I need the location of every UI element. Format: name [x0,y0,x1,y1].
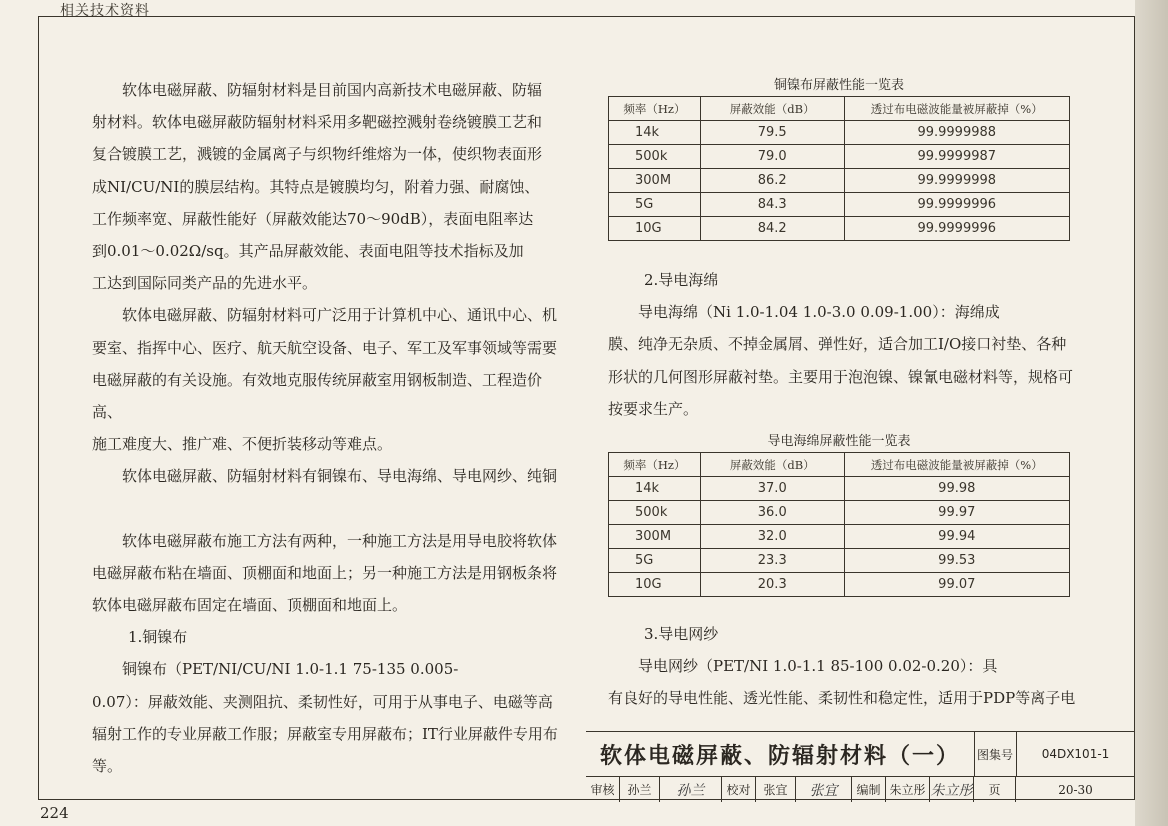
page-number: 224 [40,804,69,822]
section-heading-conductive-sponge: 2.导电海绵 [644,271,719,289]
title-block [586,731,1135,801]
section-heading-copper-nickel: 1.铜镍布 [128,628,188,647]
left-column [92,74,562,782]
cell-frequency: 14k [609,477,701,501]
header-shielded-percent: 透过布电磁波能量被屏蔽掉（%） [844,97,1069,121]
table-row [609,525,1070,549]
table-header-row [609,97,1070,121]
header-tab: 相关技术资料 [60,3,150,19]
table-row [609,501,1070,525]
cell-frequency: 300M [609,525,701,549]
cell-shielded: 99.98 [844,477,1069,501]
table-row [609,573,1070,597]
header-shielded-percent: 透过布电磁波能量被屏蔽掉（%） [844,453,1069,477]
signature-row [586,776,1135,802]
section-heading-conductive-mesh: 3.导电网纱 [644,625,719,643]
cell-effectiveness: 20.3 [700,573,844,597]
header-frequency: 频率（Hz） [609,453,701,477]
table-row [609,169,1070,193]
table1-copper-nickel [608,96,1070,241]
cell-frequency: 300M [609,169,701,193]
right-column-lower [608,618,1078,715]
header-effectiveness: 屏蔽效能（dB） [700,453,844,477]
check-signature: 张宜 [796,777,852,802]
cell-frequency: 5G [609,193,701,217]
cell-effectiveness: 84.2 [700,217,844,241]
cell-shielded: 99.9999996 [844,193,1069,217]
table-row [609,549,1070,573]
review-label: 审核 [586,777,620,802]
table2-title: 导电海绵屏蔽性能一览表 [767,434,911,449]
design-signature: 朱立彤 [930,777,974,802]
table1-title: 铜镍布屏蔽性能一览表 [773,78,904,93]
cell-effectiveness: 84.3 [700,193,844,217]
cell-effectiveness: 32.0 [700,525,844,549]
cell-effectiveness: 79.0 [700,145,844,169]
page-label: 页 [974,777,1016,802]
cell-shielded: 99.53 [844,549,1069,573]
paragraph-installation: 软体电磁屏蔽布施工方法有两种，一种施工方法是用导电胶将软体 电磁屏蔽布粘在墙面、顶棚面和地面上；另一种施工方法是用钢板条将 软体电磁屏蔽布固定在墙面、顶棚面和地面上。 [92,531,558,615]
paragraph-copper-nickel: 铜镍布（PET/NI/CU/NI 1.0-1.1 75-135 0.005- 0.07）：屏蔽效能、夹测阻抗、柔韧性好，可用于从事电子、电磁等高 辐射工作的专业屏蔽工作服；屏蔽室专用屏蔽布；IT行业屏蔽件专用布等。 [92,660,558,776]
cell-frequency: 5G [609,549,701,573]
design-name: 朱立彤 [886,777,930,802]
paragraph-intro: 软体电磁屏蔽、防辐射材料是目前国内高新技术电磁屏蔽、防辐 射材料。软体电磁屏蔽防辐射材料采用多靶磁控溅射卷绕镀膜工艺和 复合镀膜工艺，溅镀的金属离子与织物纤维熔为一体，使织物表面形 成NI/CU/NI的膜层结构。其特点是镀膜均匀，附着力强、耐腐蚀、 工作频率宽、屏蔽性能好（屏蔽效能达70～90dB），表面电阻率达 到0.01～0.02Ω/sq。其产品屏蔽效能、表面电阻等技术指标及加 工达到国际同类产品的先进水平。 [92,81,543,293]
paragraph-conductive-mesh: 导电网纱（PET/NI 1.0-1.1 85-100 0.02-0.20）：具 有良好的导电性能、透光性能、柔韧性和稳定性，适用于PDP等离子电 [608,657,1076,708]
cell-shielded: 99.9999987 [844,145,1069,169]
cell-shielded: 99.97 [844,501,1069,525]
cell-effectiveness: 37.0 [700,477,844,501]
review-name: 孙兰 [620,777,660,802]
review-signature: 孙兰 [660,777,722,802]
cell-shielded: 99.9999996 [844,217,1069,241]
paragraph-conductive-sponge: 导电海绵（Ni 1.0-1.04 1.0-3.0 0.09-1.00）：海绵成 膜、纯净无杂质、不掉金属屑、弹性好，适合加工I/O接口衬垫、各种 形状的几何图形屏蔽衬垫。主要用于泡泡镍、镍氰电磁材料等，规格可 按要求生产。 [608,303,1074,418]
drawing-title: 软体电磁屏蔽、防辐射材料（一） [586,732,975,776]
cell-frequency: 14k [609,121,701,145]
cell-frequency: 500k [609,145,701,169]
cell-effectiveness: 79.5 [700,121,844,145]
cell-frequency: 500k [609,501,701,525]
table-row [609,217,1070,241]
check-name: 张宜 [756,777,796,802]
paragraph-applications: 软体电磁屏蔽、防辐射材料可广泛用于计算机中心、通讯中心、机 要室、指挥中心、医疗、航天航空设备、电子、军工及军事领域等需要 电磁屏蔽的有关设施。有效地克服传统屏蔽室用钢板制造、工程造价高、 施工难度大、推广难、不便折装移动等难点。 [92,306,558,454]
atlas-number: 04DX101-1 [1041,747,1110,761]
cell-shielded: 99.9999998 [844,169,1069,193]
cell-frequency: 10G [609,217,701,241]
cell-effectiveness: 23.3 [700,549,844,573]
binding-shadow [1135,0,1168,826]
paragraph-types: 软体电磁屏蔽、防辐射材料有铜镍布、导电海绵、导电网纱、纯铜 [122,467,558,486]
design-label: 编制 [852,777,886,802]
check-label: 校对 [722,777,756,802]
cell-frequency: 10G [609,573,701,597]
table-row [609,477,1070,501]
cell-effectiveness: 86.2 [700,169,844,193]
blank-line [92,493,562,525]
table2-conductive-sponge [608,452,1070,597]
atlas-number-label: 图集号 [974,732,1017,776]
table-row [609,121,1070,145]
page-value: 20-30 [1058,782,1093,797]
cell-shielded: 99.94 [844,525,1069,549]
table-row [609,145,1070,169]
header-frequency: 频率（Hz） [609,97,701,121]
cell-shielded: 99.9999988 [844,121,1069,145]
cell-shielded: 99.07 [844,573,1069,597]
cell-effectiveness: 36.0 [700,501,844,525]
table-row [609,193,1070,217]
right-column-upper [608,264,1078,425]
header-effectiveness: 屏蔽效能（dB） [700,97,844,121]
table-header-row [609,453,1070,477]
